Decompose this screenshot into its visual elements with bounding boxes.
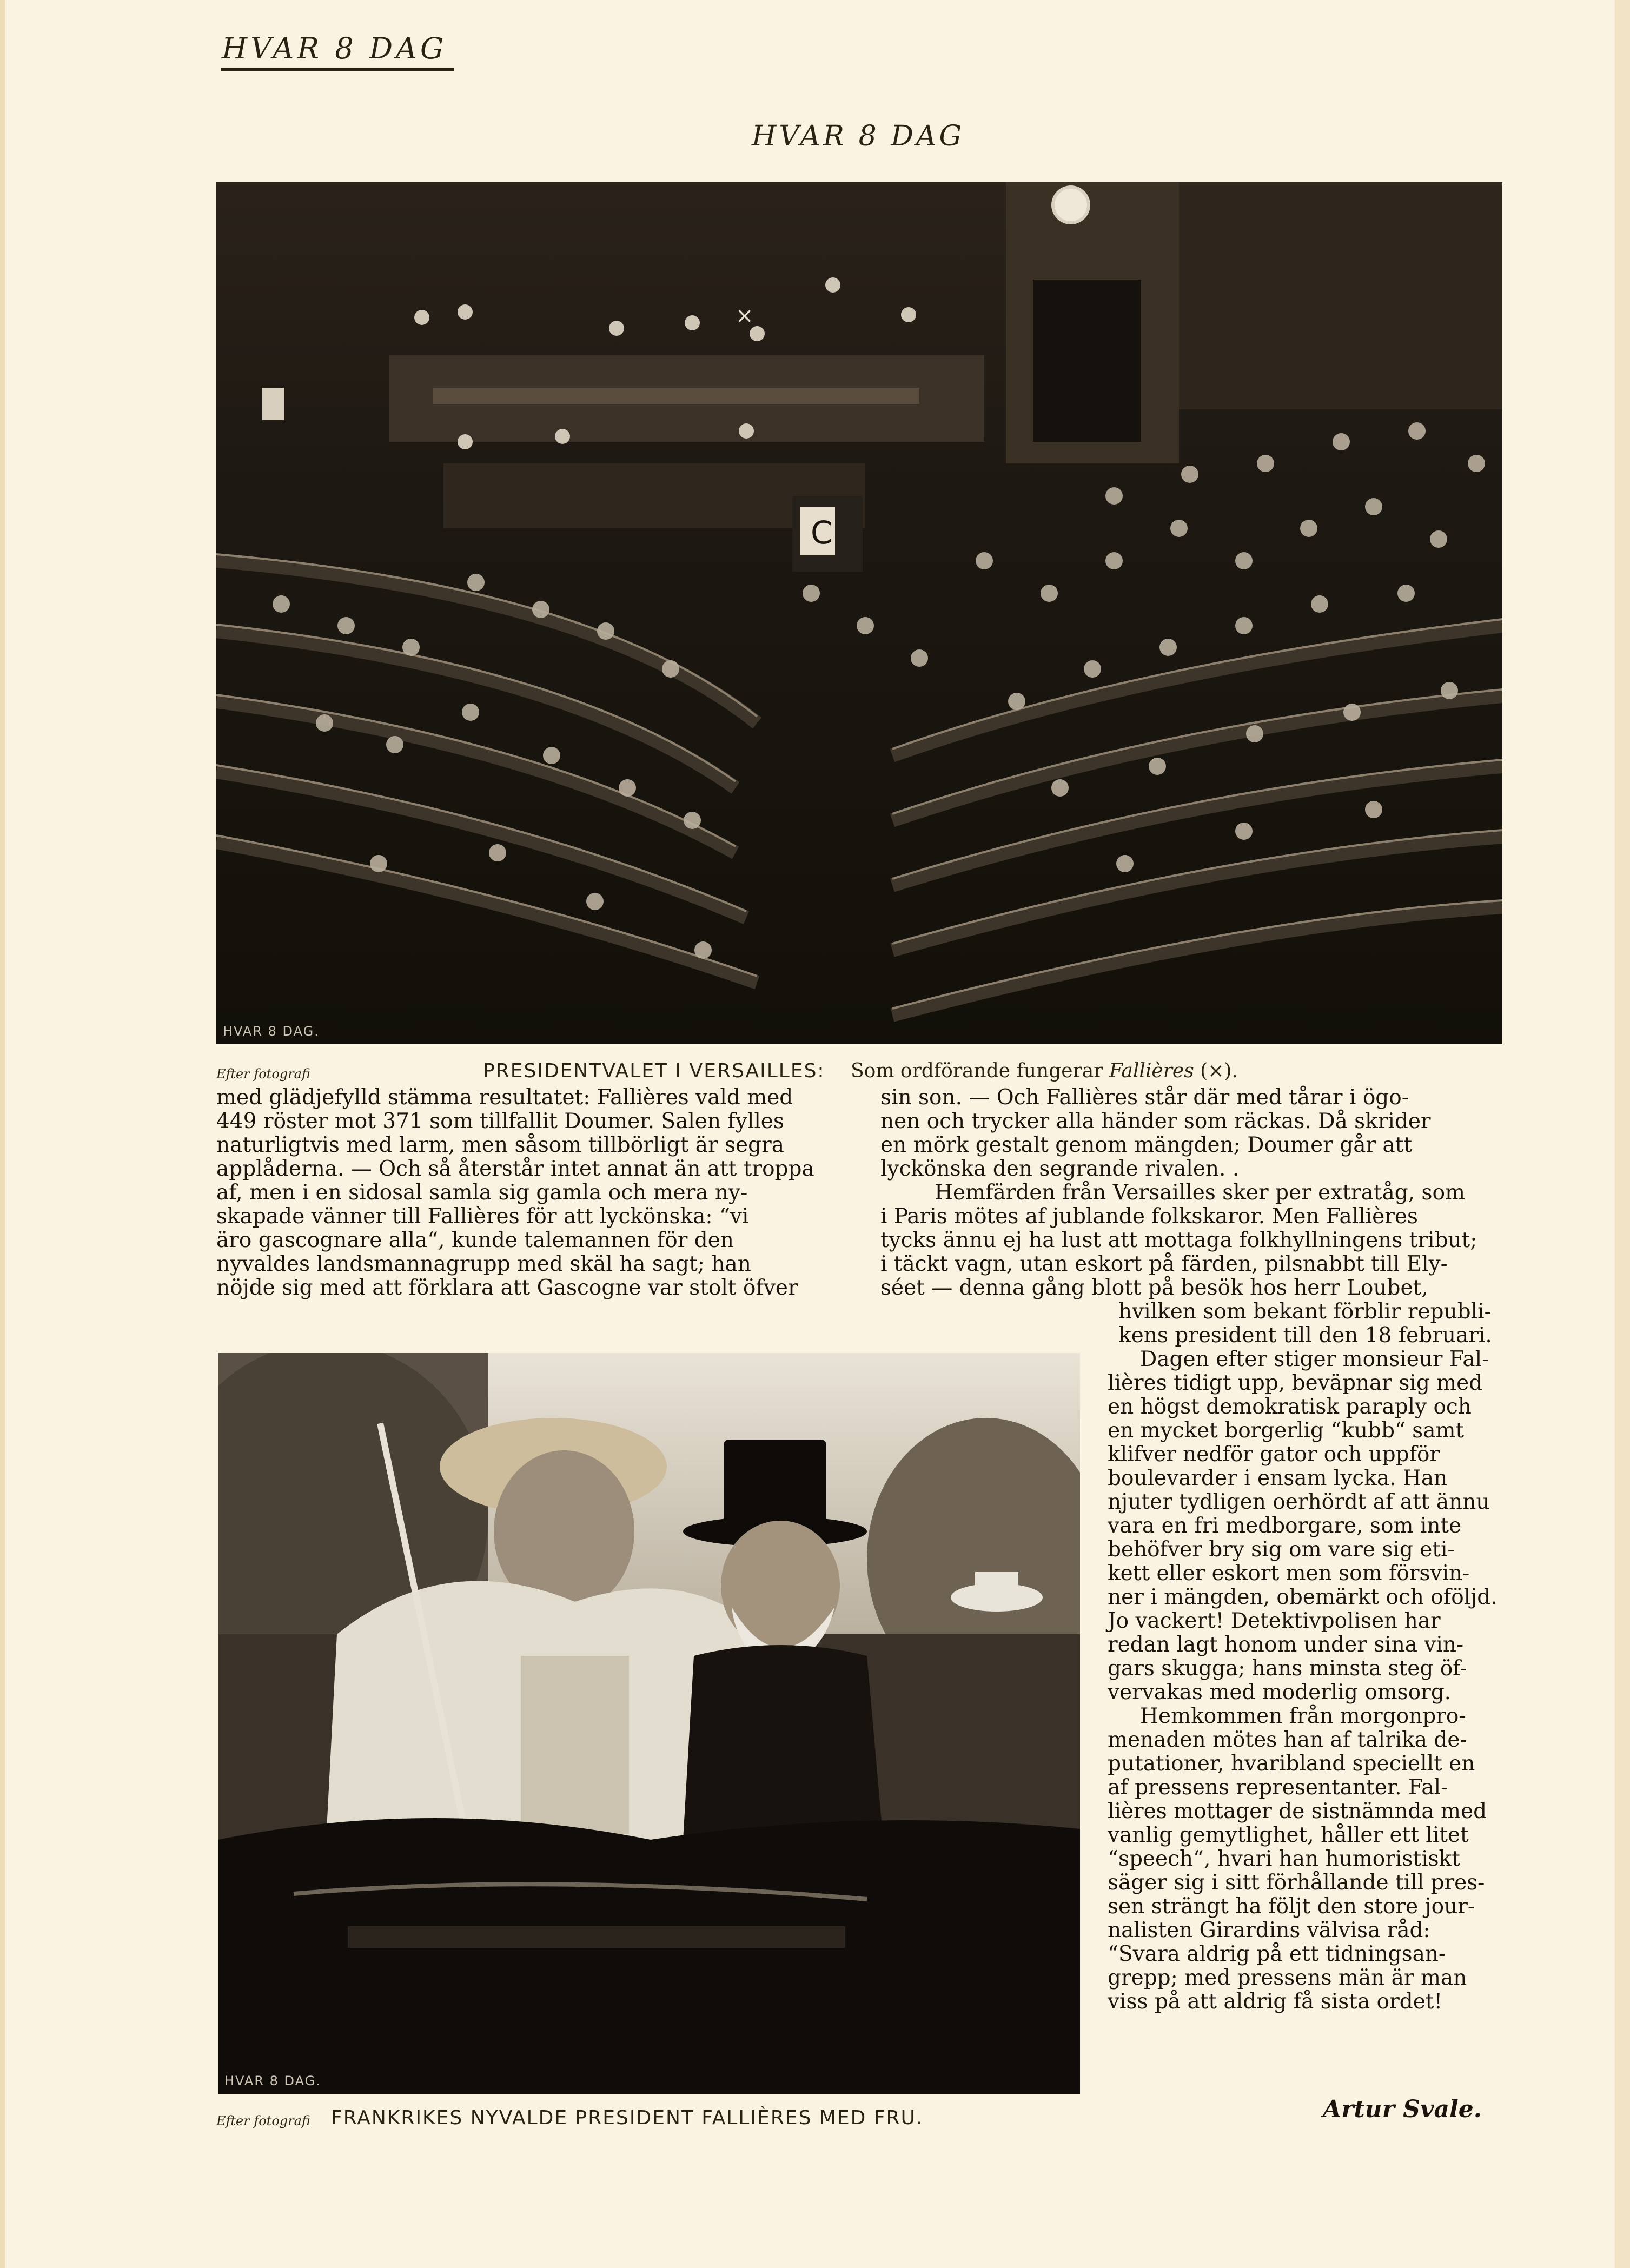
text-line: vervakas med moderlig omsorg. — [1108, 1680, 1452, 1705]
text-line: säger sig i sitt förhållande till pres- — [1108, 1871, 1485, 1895]
text-line: vanlig gemytlighet, håller ett litet — [1108, 1823, 1469, 1847]
photo-versailles-assembly — [216, 182, 1502, 1044]
text-line: i Paris mötes af jublande folkskaror. Men Fallières — [880, 1204, 1418, 1229]
text-line: lyckönska den segrande rivalen. . — [880, 1157, 1240, 1181]
photo1-caption-symbol: (×). — [1200, 1060, 1238, 1082]
text-line: kens president till den 18 februari. — [1118, 1323, 1492, 1348]
text-line: applåderna. — Och så återstår intet annat än att troppa — [216, 1157, 814, 1181]
text-line: klifver nedför gator och uppför — [1108, 1442, 1440, 1467]
text-line: tycks ännu ej ha lust att mottaga folkhyllningens tribut; — [880, 1228, 1477, 1252]
photo1-mark: HVAR 8 DAG. — [223, 1024, 320, 1039]
text-line: lières mottager de sistnämnda med — [1108, 1799, 1487, 1823]
text-line: en mycket borgerlig “kubb“ samt — [1108, 1418, 1465, 1443]
text-line: Hemkommen från morgonpro- — [1140, 1704, 1466, 1728]
photo2-credit: Efter fotografi — [216, 2113, 310, 2128]
text-line: af pressens representanter. Fal- — [1108, 1775, 1448, 1800]
running-head-rule — [221, 68, 454, 71]
text-line: af, men i en sidosal samla sig gamla och mera ny- — [216, 1181, 748, 1205]
assembly-photo-illustration — [216, 182, 1502, 1044]
carriage-photo-illustration — [218, 1353, 1080, 2094]
photo2-caption: FRANKRIKES NYVALDE PRESIDENT FALLIÈRES MED FRU. — [331, 2107, 924, 2129]
text-line: njuter tydligen oerhördt af att ännu — [1108, 1490, 1490, 1514]
text-line: naturligtvis med larm, men såsom tillbörligt är segra — [216, 1133, 784, 1157]
text-line: Jo vackert! Detektivpolisen har — [1108, 1609, 1441, 1633]
text-line: kett eller eskort men som försvin- — [1108, 1561, 1470, 1586]
text-line: skapade vänner till Fallières för att lyckönska: “vi — [216, 1204, 749, 1229]
text-line: hvilken som bekant förblir republi- — [1118, 1299, 1492, 1324]
text-line: äro gascognare alla“, kunde talemannen för den — [216, 1228, 734, 1252]
text-line: gars skugga; hans minsta steg öf- — [1108, 1656, 1467, 1681]
author-signature: Artur Svale. — [1323, 2095, 1482, 2123]
text-line: i täckt vagn, utan eskort på färden, pilsnabbt till Ely- — [880, 1252, 1448, 1276]
text-line: grepp; med pressens män är man — [1108, 1966, 1467, 1990]
right-text-column-narrow — [1108, 1300, 1502, 2014]
text-line: en mörk gestalt genom mängden; Doumer går att — [880, 1133, 1413, 1157]
text-line: lières tidigt upp, beväpnar sig med — [1108, 1371, 1483, 1395]
text-line: Hemfärden från Versailles sker per extratåg, som — [935, 1181, 1465, 1205]
text-line: ner i mängden, obemärkt och oföljd. — [1108, 1585, 1498, 1609]
text-line: nyvaldes landsmannagrupp med skäl ha sagt; han — [216, 1252, 751, 1276]
text-line: nen och trycker alla händer som räckas. Då skrider — [880, 1109, 1431, 1133]
text-line: med glädjefylld stämma resultatet: Fallières vald med — [216, 1085, 793, 1110]
text-line: 449 röster mot 371 som tillfallit Doumer. Salen fylles — [216, 1109, 784, 1133]
text-line: putationer, hvaribland speciellt en — [1108, 1752, 1475, 1776]
text-line: “Svara aldrig på ett tidningsan- — [1108, 1942, 1446, 1966]
text-line: viss på att aldrig få sista ordet! — [1108, 1990, 1443, 2014]
text-line: sen strängt ha följt den store jour- — [1108, 1894, 1475, 1919]
svg-text:C: C — [811, 514, 833, 551]
text-line: en högst demokratisk paraply och — [1108, 1395, 1472, 1419]
photo1-caption-title: PRESIDENTVALET I VERSAILLES: — [483, 1060, 825, 1082]
photo1-caption-rest: Som ordförande fungerar — [851, 1060, 1103, 1082]
text-line: séet — denna gång blott på besök hos herr Loubet, — [880, 1276, 1428, 1300]
text-line: Dagen efter stiger monsieur Fal- — [1140, 1347, 1489, 1371]
page-title: HVAR 8 DAG — [752, 120, 965, 152]
photo1-credit: Efter fotografi — [216, 1066, 310, 1082]
photo-fallieres-with-wife — [218, 1353, 1080, 2094]
photo1-caption-text — [851, 1060, 1238, 1082]
photo2-mark: HVAR 8 DAG. — [224, 2073, 321, 2088]
text-line: nöjde sig med att förklara att Gascogne var stolt öfver — [216, 1276, 798, 1300]
text-line: sin son. — Och Fallières står där med tårar i ögo- — [880, 1085, 1409, 1110]
running-head: HVAR 8 DAG — [222, 31, 447, 65]
text-line: behöfver bry sig om vare sig eti- — [1108, 1537, 1455, 1562]
svg-text:×: × — [736, 303, 754, 328]
text-line: menaden mötes han af talrika de- — [1108, 1728, 1467, 1752]
text-line: boulevarder i ensam lycka. Han — [1108, 1466, 1448, 1490]
text-line: nalisten Girardins välvisa råd: — [1108, 1918, 1430, 1942]
right-text-column-top — [880, 1086, 1502, 1300]
left-text-column — [216, 1086, 833, 1300]
photo1-caption-name: Fallières — [1109, 1060, 1194, 1082]
text-line: “speech“, hvari han humoristiskt — [1108, 1847, 1460, 1871]
text-line: redan lagt honom under sina vin- — [1108, 1633, 1464, 1657]
text-line: vara en fri medborgare, som inte — [1108, 1514, 1462, 1538]
